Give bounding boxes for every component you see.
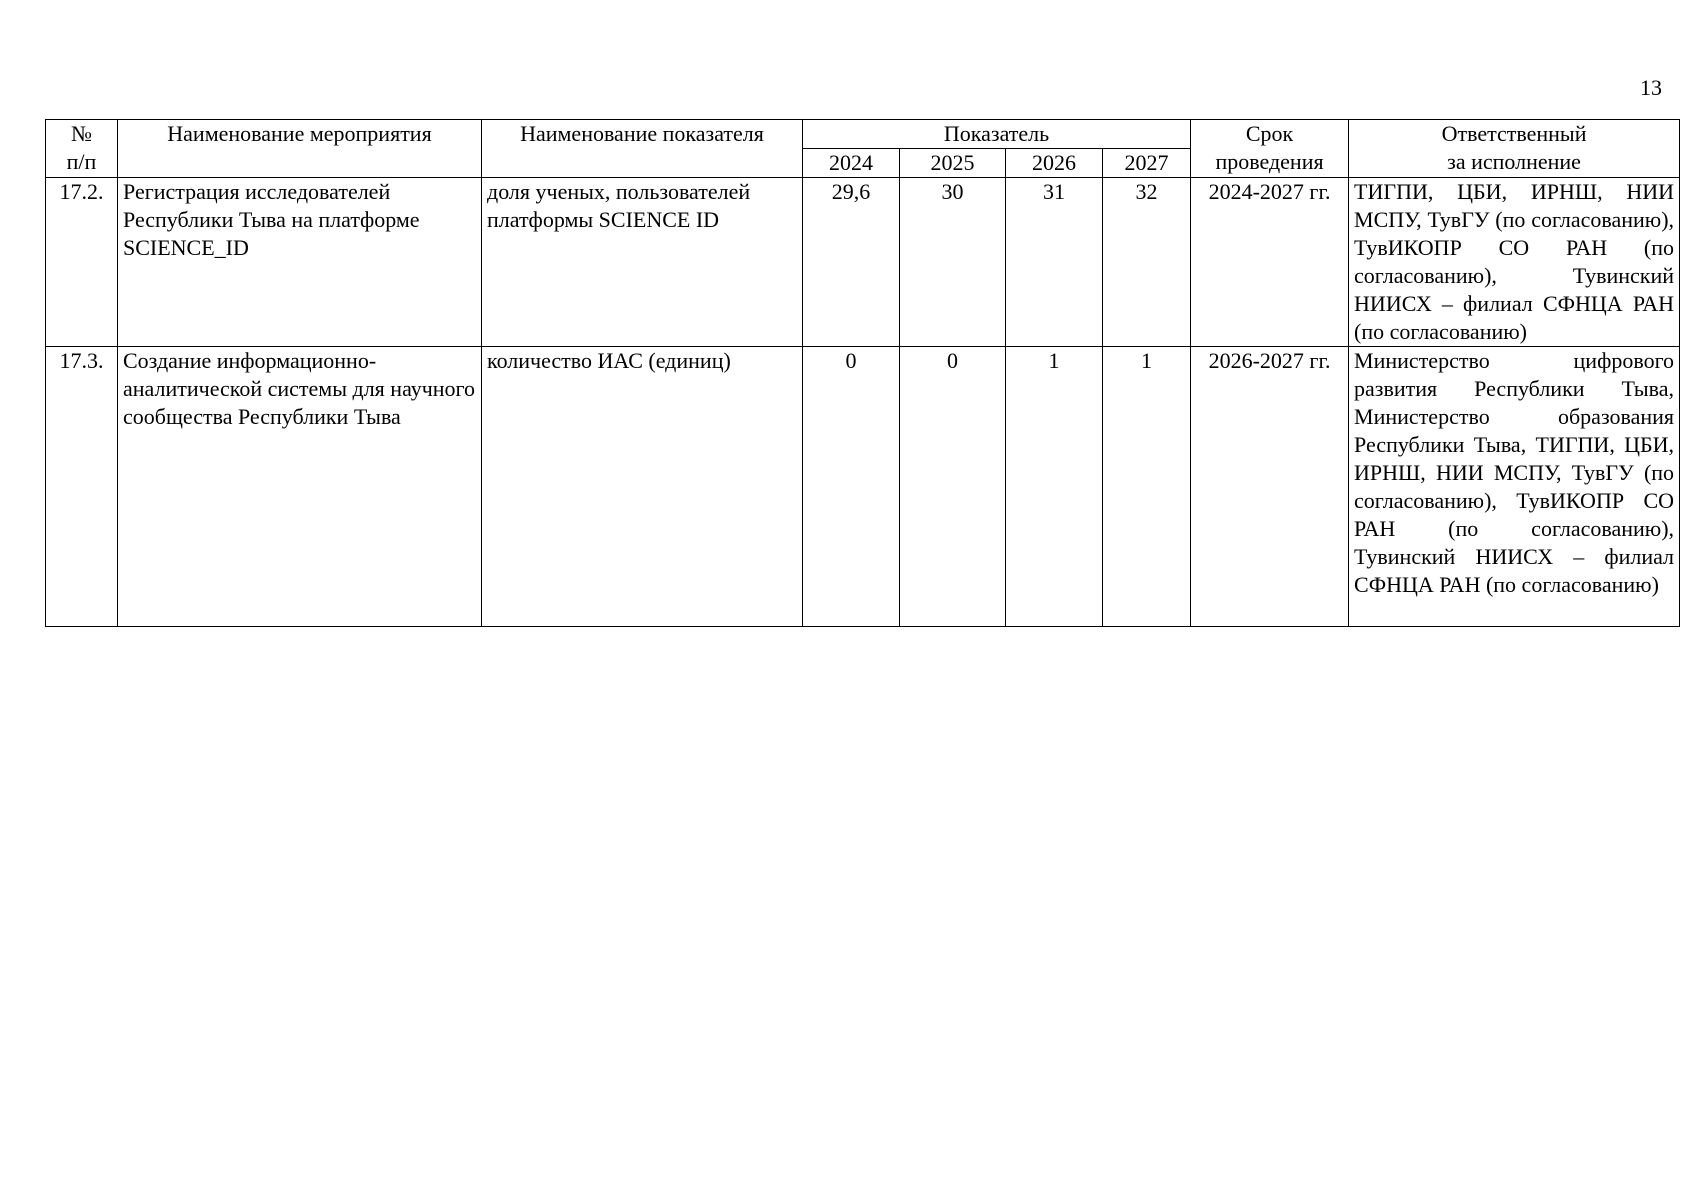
header-indicator-name: Наименование показателя — [482, 120, 803, 178]
header-responsible: Ответственный за исполнение — [1349, 120, 1680, 178]
row-value-2026: 31 — [1006, 178, 1103, 347]
header-indicator: Показатель — [803, 120, 1191, 149]
row-indicator-name: доля ученых, пользователей платформы SCIENCE ID — [482, 178, 803, 347]
row-term: 2024-2027 гг. — [1191, 178, 1349, 347]
row-value-2027: 1 — [1103, 347, 1191, 627]
header-year-2024: 2024 — [803, 149, 900, 178]
row-responsible: Министерство цифрового развития Республики Тыва, Министерство образования Республики Тыва, ТИГПИ, ЦБИ, ИРНШ, НИИ МСПУ, ТувГУ (по согласованию), ТувИКОПР СО РАН (по согласованию), Тувинский НИИСХ – филиал СФНЦА РАН (по согласованию) — [1349, 347, 1680, 627]
row-event: Регистрация исследователей Республики Тыва на платформе SCIENCE_ID — [118, 178, 482, 347]
row-value-2024: 29,6 — [803, 178, 900, 347]
row-value-2025: 0 — [900, 347, 1006, 627]
page-number: 13 — [1640, 75, 1662, 100]
header-term: Срок проведения — [1191, 120, 1349, 178]
header-year-2026: 2026 — [1006, 149, 1103, 178]
row-value-2027: 32 — [1103, 178, 1191, 347]
activities-table — [45, 119, 1680, 627]
header-row — [46, 120, 1680, 149]
row-value-2024: 0 — [803, 347, 900, 627]
header-num: № п/п — [46, 120, 118, 178]
row-term: 2026-2027 гг. — [1191, 347, 1349, 627]
row-value-2025: 30 — [900, 178, 1006, 347]
table-row — [46, 178, 1680, 347]
row-value-2026: 1 — [1006, 347, 1103, 627]
header-event: Наименование мероприятия — [118, 120, 482, 178]
row-responsible: ТИГПИ, ЦБИ, ИРНШ, НИИ МСПУ, ТувГУ (по согласованию), ТувИКОПР СО РАН (по согласованию), Тувинский НИИСХ – филиал СФНЦА РАН (по согласованию) — [1349, 178, 1680, 347]
row-num: 17.3. — [46, 347, 118, 627]
row-indicator-name: количество ИАС (единиц) — [482, 347, 803, 627]
header-year-2025: 2025 — [900, 149, 1006, 178]
row-event: Создание информационно-аналитической системы для научного сообщества Республики Тыва — [118, 347, 482, 627]
row-num: 17.2. — [46, 178, 118, 347]
header-year-2027: 2027 — [1103, 149, 1191, 178]
table-row — [46, 347, 1680, 627]
